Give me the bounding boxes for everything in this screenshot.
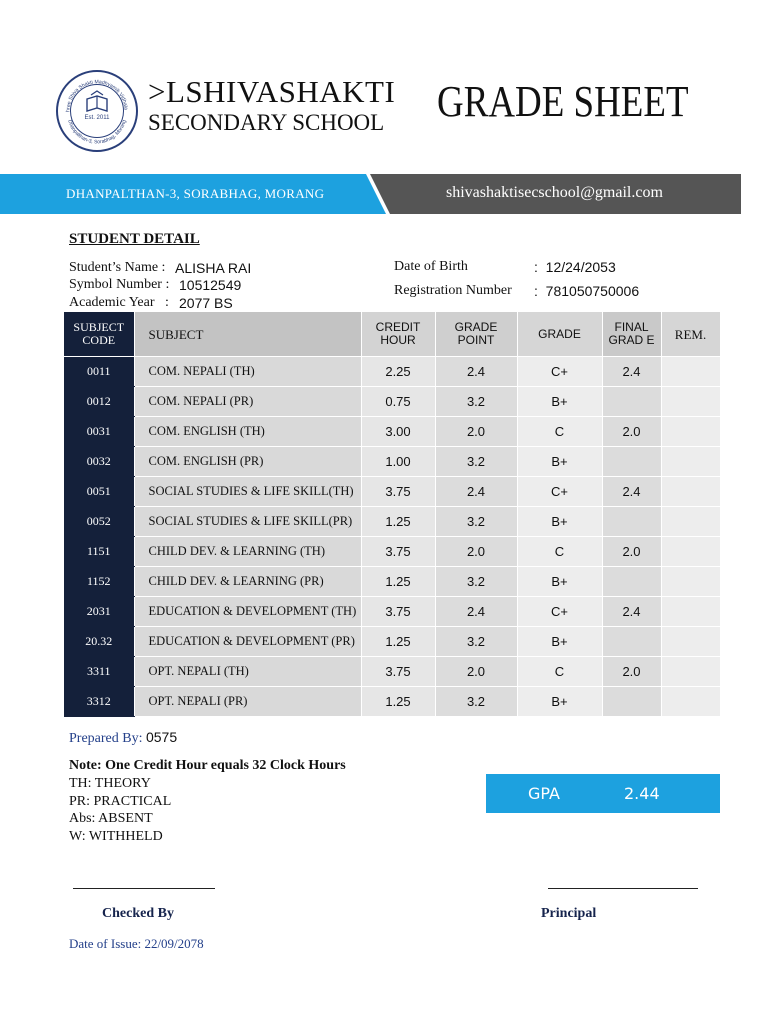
- cell-subject: COM. NEPALI (TH): [134, 357, 361, 387]
- cell-subject: COM. ENGLISH (TH): [134, 417, 361, 447]
- cell-grade: C+: [517, 357, 602, 387]
- legend-theory: TH: THEORY: [69, 776, 151, 791]
- cell-subject: EDUCATION & DEVELOPMENT (TH): [134, 597, 361, 627]
- cell-subject-code: 1151: [64, 537, 134, 567]
- cell-subject: COM. NEPALI (PR): [134, 387, 361, 417]
- cell-subject: SOCIAL STUDIES & LIFE SKILL(PR): [134, 507, 361, 537]
- table-row: [64, 357, 720, 387]
- cell-credit-hour: 3.75: [361, 597, 435, 627]
- cell-subject-code: 0032: [64, 447, 134, 477]
- cell-grade: B+: [517, 507, 602, 537]
- cell-remarks: [661, 417, 720, 447]
- cell-final-grade: [602, 627, 661, 657]
- cell-final-grade: 2.4: [602, 597, 661, 627]
- student-name-value: ALISHA RAI: [175, 260, 252, 276]
- cell-grade-point: 2.4: [435, 477, 517, 507]
- school-address: DHANPALTHAN-3, SORABHAG, MORANG: [66, 186, 325, 201]
- cell-subject-code: 0051: [64, 477, 134, 507]
- cell-grade: C: [517, 537, 602, 567]
- dob-value: : 12/24/2053: [534, 259, 616, 275]
- cell-credit-hour: 3.75: [361, 537, 435, 567]
- dob-label: Date of Birth: [394, 259, 468, 274]
- gpa-box: [486, 774, 720, 813]
- cell-remarks: [661, 477, 720, 507]
- cell-credit-hour: 1.25: [361, 627, 435, 657]
- issue-date: Date of Issue: 22/09/2078: [69, 936, 204, 951]
- cell-subject-code: 3311: [64, 657, 134, 687]
- table-row: [64, 597, 720, 627]
- cell-subject-code: 2031: [64, 597, 134, 627]
- cell-subject-code: 0011: [64, 357, 134, 387]
- school-name-main: SHIVASHAKTI: [185, 74, 396, 109]
- cell-grade-point: 2.0: [435, 657, 517, 687]
- principal-signature-line: [548, 888, 698, 889]
- cell-final-grade: 2.0: [602, 537, 661, 567]
- cell-remarks: [661, 357, 720, 387]
- cell-grade-point: 2.4: [435, 357, 517, 387]
- cell-subject: CHILD DEV. & LEARNING (TH): [134, 537, 361, 567]
- cell-credit-hour: 3.75: [361, 477, 435, 507]
- prepared-by-value: 0575: [145, 729, 178, 745]
- cell-grade: C+: [517, 477, 602, 507]
- header-grade-point: GRADE POINT: [435, 312, 517, 357]
- header-credit-hour: CREDIT HOUR: [361, 312, 435, 357]
- cell-subject: EDUCATION & DEVELOPMENT (PR): [134, 627, 361, 657]
- cell-subject-code: 0012: [64, 387, 134, 417]
- cell-final-grade: 2.0: [602, 417, 661, 447]
- cell-subject: OPT. NEPALI (TH): [134, 657, 361, 687]
- student-name-label: Student’s Name :: [69, 260, 166, 275]
- cell-grade: C: [517, 657, 602, 687]
- cell-final-grade: 2.4: [602, 357, 661, 387]
- checked-by-signature-line: [73, 888, 215, 889]
- cell-subject: CHILD DEV. & LEARNING (PR): [134, 567, 361, 597]
- school-type: SECONDARY SCHOOL: [148, 110, 385, 135]
- school-email: shivashaktisecschool@gmail.com: [446, 184, 663, 201]
- cell-grade-point: 2.0: [435, 417, 517, 447]
- cell-grade-point: 3.2: [435, 567, 517, 597]
- cell-credit-hour: 1.00: [361, 447, 435, 477]
- cell-grade: B+: [517, 567, 602, 597]
- cell-grade-point: 3.2: [435, 387, 517, 417]
- cell-grade: B+: [517, 447, 602, 477]
- seal-est: Est. 2011: [84, 115, 110, 121]
- cell-final-grade: [602, 687, 661, 717]
- school-name-prefix: >L: [148, 74, 186, 109]
- legend-withheld: W: WITHHELD: [69, 829, 163, 844]
- cell-subject-code: 0031: [64, 417, 134, 447]
- academic-year-value: 2077 BS: [179, 295, 233, 311]
- grade-table: [64, 312, 721, 717]
- cell-grade-point: 3.2: [435, 507, 517, 537]
- table-row: [64, 687, 720, 717]
- table-row: [64, 567, 720, 597]
- cell-grade: B+: [517, 627, 602, 657]
- legend-absent: Abs: ABSENT: [69, 811, 153, 826]
- cell-remarks: [661, 537, 720, 567]
- cell-subject: COM. ENGLISH (PR): [134, 447, 361, 477]
- checked-by-label: Checked By: [102, 906, 174, 921]
- student-detail-title: STUDENT DETAIL: [69, 231, 200, 247]
- table-row: [64, 657, 720, 687]
- cell-grade: C+: [517, 597, 602, 627]
- cell-remarks: [661, 597, 720, 627]
- table-row: [64, 387, 720, 417]
- table-row: [64, 627, 720, 657]
- seal-bottom-text: Dhanpalthan-3, Sorabhag, Morang: [66, 119, 128, 146]
- cell-grade: B+: [517, 687, 602, 717]
- cell-final-grade: [602, 447, 661, 477]
- cell-credit-hour: 1.25: [361, 507, 435, 537]
- cell-final-grade: 2.4: [602, 477, 661, 507]
- table-row: [64, 417, 720, 447]
- cell-subject-code: 1152: [64, 567, 134, 597]
- cell-grade-point: 3.2: [435, 627, 517, 657]
- header-subject: SUBJECT: [134, 312, 361, 357]
- school-seal: [56, 70, 138, 152]
- symbol-number-label: Symbol Number :: [69, 277, 170, 292]
- document-title: GRADE SHEET: [437, 77, 689, 126]
- cell-credit-hour: 1.25: [361, 567, 435, 597]
- legend-practical: PR: PRACTICAL: [69, 794, 172, 809]
- cell-subject-code: 0052: [64, 507, 134, 537]
- school-name: [148, 76, 395, 107]
- credit-hour-note: Note: One Credit Hour equals 32 Clock Hours: [69, 758, 346, 773]
- cell-credit-hour: 0.75: [361, 387, 435, 417]
- symbol-number-value: 10512549: [179, 277, 242, 293]
- cell-remarks: [661, 507, 720, 537]
- cell-remarks: [661, 627, 720, 657]
- cell-grade-point: 2.0: [435, 537, 517, 567]
- academic-year-label: Academic Year :: [69, 295, 169, 310]
- table-row: [64, 507, 720, 537]
- cell-grade-point: 3.2: [435, 687, 517, 717]
- cell-credit-hour: 1.25: [361, 687, 435, 717]
- cell-subject: SOCIAL STUDIES & LIFE SKILL(TH): [134, 477, 361, 507]
- header-remarks: REM.: [661, 312, 720, 357]
- table-row: [64, 447, 720, 477]
- header-final-grade: FINAL GRAD E: [602, 312, 661, 357]
- cell-subject-code: 20.32: [64, 627, 134, 657]
- cell-credit-hour: 3.00: [361, 417, 435, 447]
- header-subject-code: SUBJECT CODE: [64, 312, 134, 357]
- seal-top-text: hree Shiva Shakti Madhyamik Vidhala: [65, 79, 129, 113]
- cell-final-grade: [602, 507, 661, 537]
- table-row: [64, 537, 720, 567]
- gpa-label: GPA: [528, 784, 560, 803]
- prepared-by: [69, 729, 177, 747]
- seal-inner-ring: [70, 84, 124, 138]
- cell-grade-point: 3.2: [435, 447, 517, 477]
- cell-final-grade: 2.0: [602, 657, 661, 687]
- cell-credit-hour: 3.75: [361, 657, 435, 687]
- header-grade: GRADE: [517, 312, 602, 357]
- gpa-value: 2.44: [624, 784, 660, 803]
- table-row: [64, 477, 720, 507]
- registration-value: : 781050750006: [534, 283, 640, 299]
- cell-subject: OPT. NEPALI (PR): [134, 687, 361, 717]
- cell-final-grade: [602, 387, 661, 417]
- cell-remarks: [661, 567, 720, 597]
- table-header-row: [64, 312, 720, 357]
- cell-credit-hour: 2.25: [361, 357, 435, 387]
- prepared-by-label: Prepared By:: [69, 731, 143, 746]
- cell-grade: C: [517, 417, 602, 447]
- cell-remarks: [661, 387, 720, 417]
- cell-remarks: [661, 687, 720, 717]
- cell-remarks: [661, 447, 720, 477]
- cell-final-grade: [602, 567, 661, 597]
- registration-label: Registration Number: [394, 283, 512, 298]
- cell-remarks: [661, 657, 720, 687]
- cell-grade-point: 2.4: [435, 597, 517, 627]
- principal-label: Principal: [541, 906, 597, 921]
- cell-grade: B+: [517, 387, 602, 417]
- cell-subject-code: 3312: [64, 687, 134, 717]
